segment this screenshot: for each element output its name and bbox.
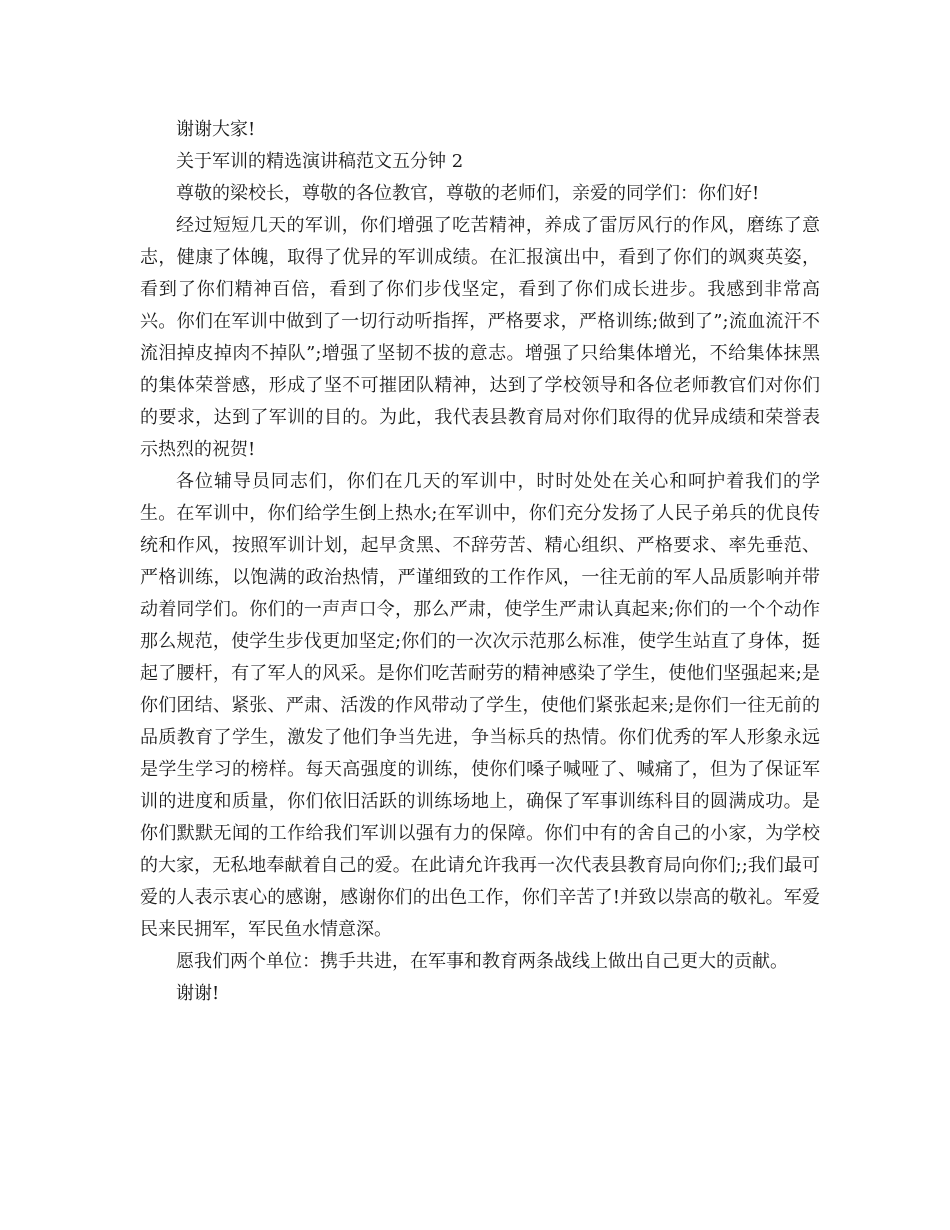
paragraph-counselors-thanks: 各位辅导员同志们，你们在几天的军训中，时时处处在关心和呵护着我们的学生。在军训中，你们给学生倒上热水;在军训中，你们充分发扬了人民子弟兵的优良传统和作风，按照军训计划，起早贪黑、不辞劳苦、精心组织、严格要求、率先垂范、严格训练，以饱满的政治热情，严谨细致的工作作风，一往无前的军人品质影响并带动着同学们。你们的一声声口令，那么严肃，使学生严肃认真起来;你们的一个个动作那么规范，使学生步伐更加坚定;你们的一次次示范那么标准，使学生站直了身体，挺起了腰杆，有了军人的风采。是你们吃苦耐劳的精神感染了学生，使他们坚强起来;是你们团结、紧张、严肃、活泼的作风带动了学生，使他们紧张起来;是你们一往无前的品质教育了学生，激发了他们争当先进，争当标兵的热情。你们优秀的军人形象永远是学生学习的榜样。每天高强度的训练，使你们嗓子喊哑了、喊痛了，但为了保证军训的进度和质量，你们依旧活跃的训练场地上，确保了军事训练科目的圆满成功。是你们默默无闻的工作给我们军训以强有力的保障。你们中有的舍自己的小家，为学校的大家，无私地奉献着自己的爱。在此请允许我再一次代表县教育局向你们;;我们最可爱的人表示衷心的感谢，感谢你们的出色工作，你们辛苦了!并致以崇高的敬礼。军爱民来民拥军，军民鱼水情意深。 <box>140 471 820 940</box>
document-body <box>140 114 820 1010</box>
thanks-line: 谢谢! <box>176 983 220 1004</box>
speech-title: 关于军训的精选演讲稿范文五分钟 2 <box>176 151 464 172</box>
paragraph-military-training-results: 经过短短几天的军训，你们增强了吃苦精神，养成了雷厉风行的作风，磨练了意志，健康了体魄，取得了优异的军训成绩。在汇报演出中，看到了你们的飒爽英姿，看到了你们精神百倍，看到了你们步伐坚定，看到了你们成长进步。我感到非常高兴。你们在军训中做到了一切行动听指挥，严格要求，严格训练;做到了”;流血流汗不流泪掉皮掉肉不掉队”;增强了坚韧不拔的意志。增强了只给集体增光，不给集体抹黑的集体荣誉感，形成了坚不可摧团队精神，达到了学校领导和各位老师教官们对你们的要求，达到了军训的目的。为此，我代表县教育局对你们取得的优异成绩和荣誉表示热烈的祝贺! <box>140 215 820 460</box>
closing-wish-line: 愿我们两个单位：携手共进，在军事和教育两条战线上做出自己更大的贡献。 <box>176 951 788 972</box>
greeting-line: 尊敬的梁校长，尊敬的各位教官，尊敬的老师们，亲爱的同学们：你们好! <box>176 183 760 204</box>
thanks-all-line: 谢谢大家! <box>176 119 256 140</box>
